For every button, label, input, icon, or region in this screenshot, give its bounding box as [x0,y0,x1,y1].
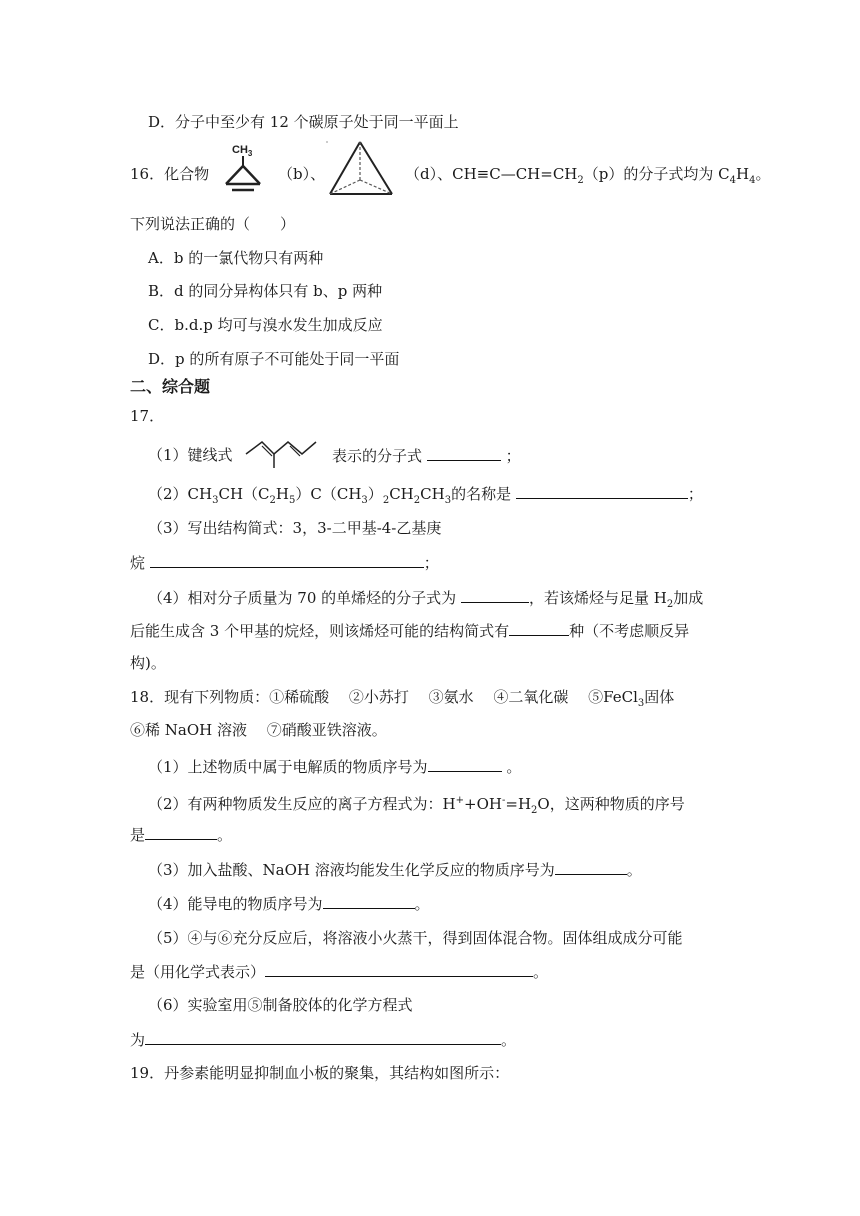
q17-part1-a: （1）键线式 [148,446,233,464]
answer-blank-11[interactable] [145,1029,501,1045]
q16-prompt: 下列说法正确的（ ） [130,215,296,233]
q17-part2: $(2)CH_3CH(C_2H_5)C(CH_3)_2CH_2CH_3$的名称是 ； [148,485,703,506]
answer-blank-7[interactable] [145,824,217,840]
q16-option-b: B．d 的同分异构体只有 b、p 两种 [148,282,383,300]
compound-d-structure [322,136,402,202]
q17-part3-b: 烷 ； [130,554,439,572]
q18-sub6-a: （6）实验室用⑤制备胶体的化学方程式 [148,996,413,1014]
answer-blank-1[interactable] [427,445,501,461]
section-title: 二、综合题 [130,377,211,396]
q16-b-label: （b）、 [278,165,326,183]
q18-sub5-a: （5）④与⑥充分反应后，将溶液小火蒸干，得到固体混合物。固体组成成分可能 [148,929,683,947]
answer-blank-5[interactable] [509,620,569,636]
skeletal-formula-structure [244,434,326,470]
q16-option-d: D．p 的所有原子不可能处于同一平面 [148,350,400,368]
q16-option-a: A．b 的一氯代物只有两种 [148,249,324,267]
q18-sub2-a: （2）有两种物质发生反应的离子方程式为：$H^++OH^-=H_2O$，这两种物质的序号 [148,795,685,816]
answer-blank-10[interactable] [265,961,533,977]
q18-sub6-b: 为 。 [130,1031,517,1049]
methyl-label: $CH_3$ [232,144,253,158]
answer-blank-8[interactable] [555,859,627,875]
q18-sub1: （1）上述物质中属于电解质的物质序号为 。 [148,758,522,776]
q17-number: 17． [130,407,165,425]
compound-b-structure [216,138,272,194]
q17-part4-c: 构)。 [130,654,166,672]
answer-blank-2[interactable] [516,483,688,499]
answer-blank-6[interactable] [428,756,502,772]
q19-line: 19．丹参素能明显抑制血小板的聚集，其结构如图所示： [130,1064,510,1082]
q18-sub5-b: 是（用化学式表示） 。 [130,963,549,981]
answer-blank-3[interactable] [150,552,424,568]
q17-part4-b: 后能生成含 3 个甲基的烷烃，则该烯烃可能的结构简式有 种（不考虑顺反异 [130,622,690,640]
answer-blank-9[interactable] [323,893,415,909]
q17-part3-a: （3）写出结构简式：3，3-二甲基-4-乙基庚 [148,519,442,537]
q16-rest: （d）、$CH\equiv C—CH=CH_2(p)$的分子式均为 $C_4H_4$。 [405,165,771,186]
q15-option-d: D．分子中至少有 12 个碳原子处于同一平面上 [148,113,459,131]
q18-sub2-b: 是 。 [130,826,233,844]
q17-part1-b: 表示的分子式 ； [332,447,521,465]
q18-line1: 18．现有下列物质：①稀硫酸 ②小苏打 ③氨水 ④二氧化碳 ⑤FeCl$_3$固体 [130,688,675,709]
q16-option-c: C．b.d.p 均可与溴水发生加成反应 [148,316,383,334]
q18-sub3: （3）加入盐酸、NaOH 溶液均能发生化学反应的物质序号为 。 [148,861,642,879]
q17-part4-a: （4）相对分子质量为 70 的单烯烃的分子式为 ，若该烯烃与足量 $H_2$加成 [148,589,704,610]
q16-prefix: 16．化合物 [130,165,210,183]
q18-sub4: （4）能导电的物质序号为 。 [148,895,430,913]
answer-blank-4[interactable] [461,587,529,603]
q18-line2: ⑥稀 NaOH 溶液 ⑦硝酸亚铁溶液。 [130,721,387,739]
